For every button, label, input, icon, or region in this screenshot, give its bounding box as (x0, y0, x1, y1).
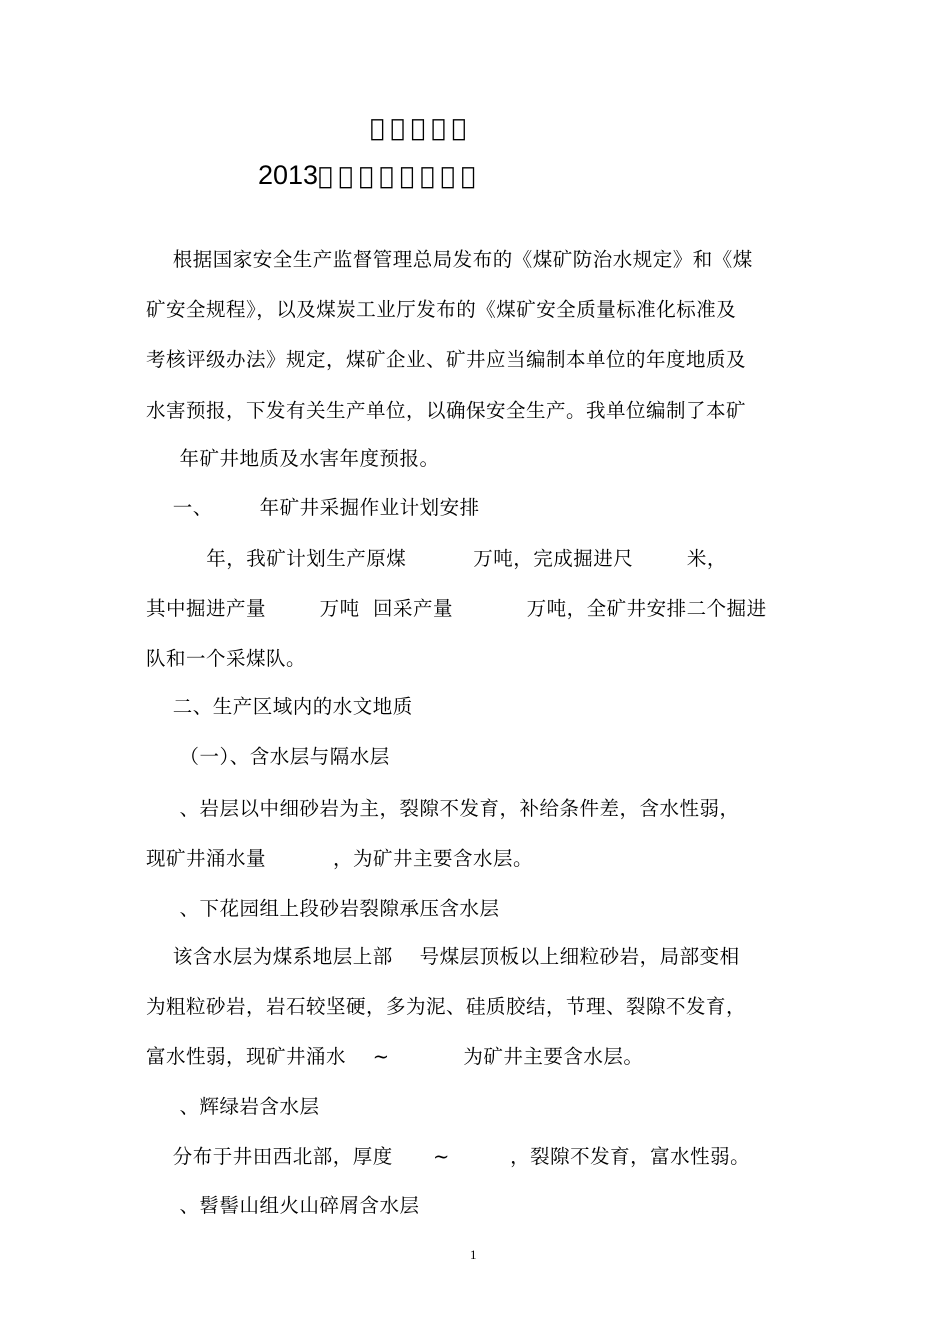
body-line: 现矿井涌水量 ，为矿井主要含水层。 (146, 847, 533, 870)
body-line: 为粗粒砂岩，岩石较坚硬，多为泥、硅质胶结，节理、裂隙不发育， (146, 995, 747, 1018)
item-heading: 、下花园组上段砂岩裂隙承压含水层 (146, 897, 500, 920)
body-line: 其中掘进产量 万吨 回采产量 万吨，全矿井安排二个掘进 (146, 597, 767, 620)
section-heading: 一、 年矿井采掘作业计划安排 (146, 496, 480, 519)
item-heading: 、髫髻山组火山碎屑含水层 (146, 1194, 420, 1217)
body-line: 年矿井地质及水害年度预报。 (146, 447, 440, 470)
page-number: 1 (470, 1247, 477, 1262)
body-line: 富水性弱，现矿井涌水 ~ 为矿井主要含水层。 (146, 1045, 644, 1068)
body-line: 水害预报，下发有关生产单位，以确保安全生产。我单位编制了本矿 (146, 399, 747, 422)
body-line: 队和一个采煤队。 (146, 647, 307, 670)
body-line: 考核评级办法》规定，煤矿企业、矿井应当编制本单位的年度地质及 (146, 348, 747, 371)
title-rest: 􀀀􀀀􀀀􀀀􀀀􀀀􀀀􀀀 (318, 162, 482, 190)
body-line: 分布于井田西北部，厚度 ~ ，裂隙不发育，富水性弱。 (146, 1145, 751, 1168)
subsection-heading: （一）、含水层与隔水层 (146, 745, 390, 768)
title-year: 2013 (258, 160, 319, 190)
document-title-line-2 (258, 158, 481, 193)
body-line: 年，我矿计划生产原煤 万吨，完成掘进尺 米， (146, 547, 727, 570)
item-heading: 、辉绿岩含水层 (146, 1095, 320, 1118)
body-line: 该含水层为煤系地层上部 号煤层顶板以上细粒砂岩，局部变相 (146, 945, 740, 968)
document-title-line-1: 􀀀􀀀􀀀􀀀􀀀 (370, 114, 473, 142)
body-line: 矿安全规程》，以及煤炭工业厅发布的《煤矿安全质量标准化标准及 (146, 298, 737, 321)
section-heading: 二、生产区域内的水文地质 (146, 695, 413, 718)
body-line: 、岩层以中细砂岩为主，裂隙不发育，补给条件差，含水性弱， (146, 797, 740, 820)
body-line: 根据国家安全生产监督管理总局发布的《煤矿防治水规定》和《煤 (146, 248, 753, 271)
